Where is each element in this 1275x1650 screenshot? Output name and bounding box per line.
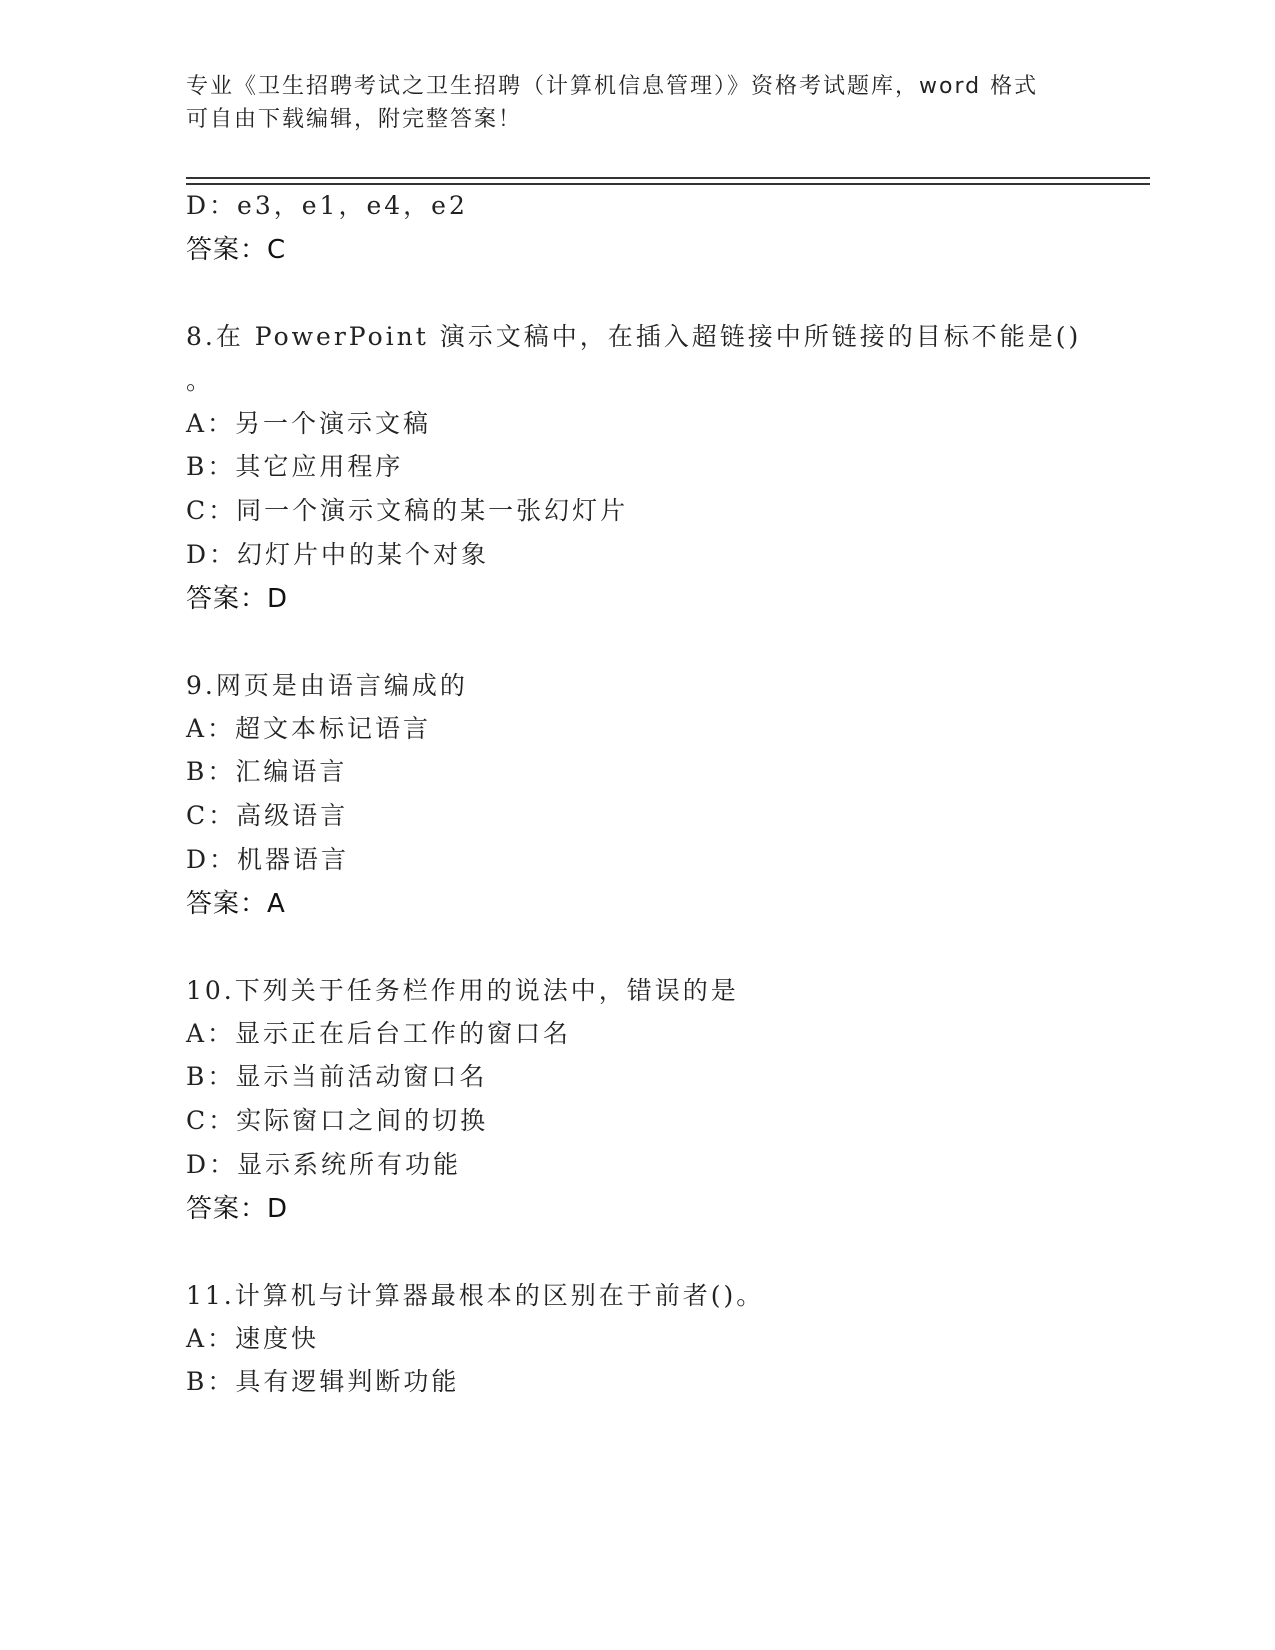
prev-option-d: D：e3，e1，e4，e2 bbox=[186, 191, 468, 220]
q9-option-a: A：超文本标记语言 bbox=[186, 714, 432, 743]
q8-stem-line-2: 。 bbox=[186, 366, 215, 395]
header-title-line-2: 可自由下载编辑，附完整答案！ bbox=[186, 107, 523, 132]
header-divider-bottom bbox=[186, 183, 1150, 185]
q10-option-a: A：显示正在后台工作的窗口名 bbox=[186, 1019, 572, 1048]
q9-answer: 答案：A bbox=[186, 889, 286, 919]
q8-option-b: B：其它应用程序 bbox=[186, 452, 404, 481]
q9-option-b: B：汇编语言 bbox=[186, 757, 348, 786]
q10-stem: 10.下列关于任务栏作用的说法中，错误的是 bbox=[186, 976, 739, 1005]
q9-option-d: D：机器语言 bbox=[186, 845, 350, 874]
prev-answer: 答案：C bbox=[186, 235, 287, 265]
q11-option-b: B：具有逻辑判断功能 bbox=[186, 1367, 460, 1396]
header-title-line-1: 专业《卫生招聘考试之卫生招聘（计算机信息管理）》资格考试题库，word 格式 bbox=[186, 74, 1039, 99]
q8-option-a: A：另一个演示文稿 bbox=[186, 409, 432, 438]
document-header bbox=[186, 70, 1086, 136]
header-divider-top bbox=[186, 177, 1150, 179]
q11-stem: 11.计算机与计算器最根本的区别在于前者()。 bbox=[186, 1281, 765, 1310]
q8-option-c: C：同一个演示文稿的某一张幻灯片 bbox=[186, 496, 629, 525]
q11-option-a: A：速度快 bbox=[186, 1324, 320, 1353]
q10-answer: 答案：D bbox=[186, 1194, 289, 1224]
q9-option-c: C：高级语言 bbox=[186, 801, 349, 830]
q8-stem-line-1: 8.在 PowerPoint 演示文稿中，在插入超链接中所链接的目标不能是() bbox=[186, 322, 1082, 351]
q9-stem: 9.网页是由语言编成的 bbox=[186, 671, 468, 700]
q10-option-c: C：实际窗口之间的切换 bbox=[186, 1106, 489, 1135]
q8-answer: 答案：D bbox=[186, 584, 289, 614]
q10-option-d: D：显示系统所有功能 bbox=[186, 1150, 462, 1179]
q10-option-b: B：显示当前活动窗口名 bbox=[186, 1062, 488, 1091]
q8-option-d: D：幻灯片中的某个对象 bbox=[186, 540, 490, 569]
